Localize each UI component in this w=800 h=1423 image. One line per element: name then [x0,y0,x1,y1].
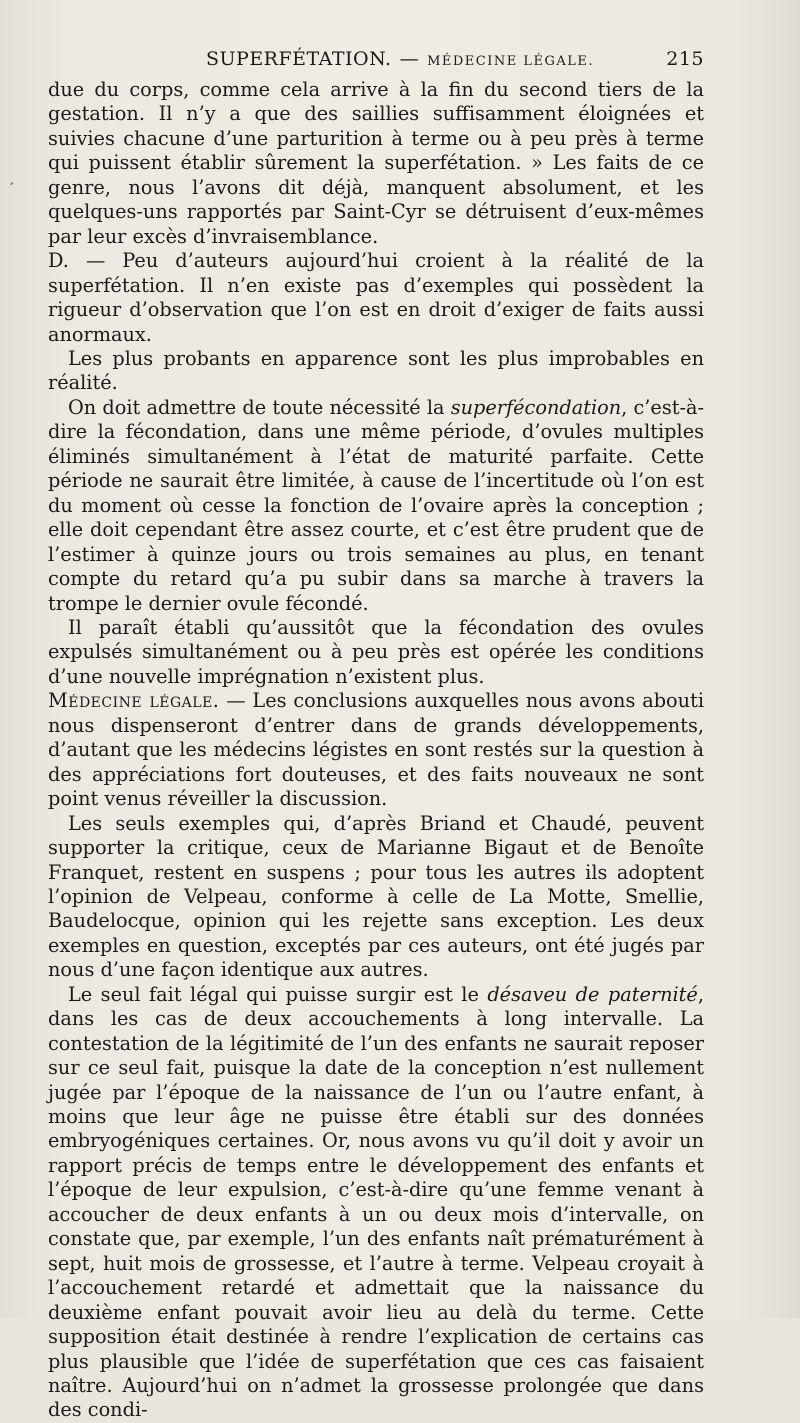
body-text [48,78,704,1423]
paragraph-6 [48,689,704,811]
term-superfecondation: superfécondation [450,395,622,419]
paragraph-5: Il paraît établi qu’aussitôt que la fécondation des ovules expulsés simultanément ou à peu près est opérée les conditions d’une nouvelle imprégnation n’existent plus. [48,615,704,688]
term-desaveu-de-paternite: désaveu de paternité [487,982,698,1006]
paragraph-4-after: , c’est-à-dire la fécondation, dans une même période, d’ovules multiples éliminés simultanément à l’état de maturité parfaite. Cette période ne saurait être limitée, à cause de l’incertitude où l’on est du moment où cesse la fonction de l’ovaire après la conception ; elle doit cependant être assez courte, et c’est être prudent que de l’estimer à quinze jours ou trois semaines au plus, en tenant compte du retard qu’a pu subir dans sa marche à travers la trompe le dernier ovule fécondé. [48,395,705,615]
paragraph-6-text: — Les conclusions auxquelles nous avons abouti nous dispenseront d’entrer dans de grands développements, d’autant que les médecins légistes en sont restés sur la question à des appréciations fort douteuses, et des faits nouveaux ne sont point venus réveiller la discussion. [48,689,704,811]
page-number: 215 [666,48,704,70]
paragraph-4-before: On doit admettre de toute nécessité la [68,395,451,419]
paragraph-8-after: , dans les cas de deux accouchements à long intervalle. La contestation de la légitimité de l’un des enfants ne saurait reposer sur ce seul fait, puisque la date de la conception n’est nullement jugée par l’époque de la naissance de l’un ou l’autre enfant, à moins que leur âge ne puisse être établi sur des données embryogéniques certaines. Or, nous avons vu qu’il doit y avoir un rapport précis de temps entre le développement des enfants et l’époque de leur expulsion, c’est-à-dire qu’une femme venant à accoucher de deux enfants à un ou deux mois d’intervalle, on constate que, par exemple, l’un des enfants naît prématurément à sept, huit mois de grossesse, et l’autre à terme. Velpeau croyait à l’accouchement retardé et admettait que la naissance du deuxième enfant pouvait avoir lieu au delà du terme. Cette supposition était destinée à rendre l’explication de certains cas plus plausible que l’idée de superfétation que ces cas faisaient naître. Aujourd’hui on n’admet la grossesse prolongée que dans des condi- [48,982,704,1422]
header-section: MÉDECINE LÉGALE. [427,54,595,69]
paragraph-8-before: Le seul fait légal qui puisse surgir est le [68,982,488,1006]
margin-mark: ¸ [8,170,15,186]
paragraph-2: D. — Peu d’auteurs aujourd’hui croient à la réalité de la superfétation. Il n’en existe pas d’exemples qui possèdent la rigueur d’observation que l’on est en droit d’exiger de faits aussi anormaux. [48,249,704,346]
paragraph-3: Les plus probants en apparence sont les plus improbables en réalité. [48,346,704,395]
section-heading-medecine-legale: Médecine légale. [48,689,220,713]
paragraph-7: Les seuls exemples qui, d’après Briand et Chaudé, peuvent supporter la critique, ceux de Marianne Bigaut et de Benoîte Franquet, restent en suspens ; pour tous les autres ils adoptent l’opinion de Velpeau, conforme à celle de La Motte, Smellie, Baudelocque, opinion qui les rejette sans exception. Les deux exemples en question, exceptés par ces auteurs, ont été jugés par nous d’une façon identique aux autres. [48,811,704,982]
running-header [48,44,704,78]
paragraph-4 [48,396,704,616]
paragraph-8 [48,983,704,1423]
paragraph-1: due du corps, comme cela arrive à la fin du second tiers de la gestation. Il n’y a que des saillies suffisamment éloignées et suivies chacune d’une parturition à terme ou à peu près à terme qui puissent établir sûrement la superfétation. » Les faits de ce genre, nous l’avons dit déjà, manquent absolument, et les quelques-uns rapportés par Saint-Cyr se détruisent d’eux-mêmes par leur excès d’invraisemblance. [48,78,704,248]
header-dash: — [399,48,420,70]
running-title [206,48,594,70]
header-title: SUPERFÉTATION. [206,48,392,70]
